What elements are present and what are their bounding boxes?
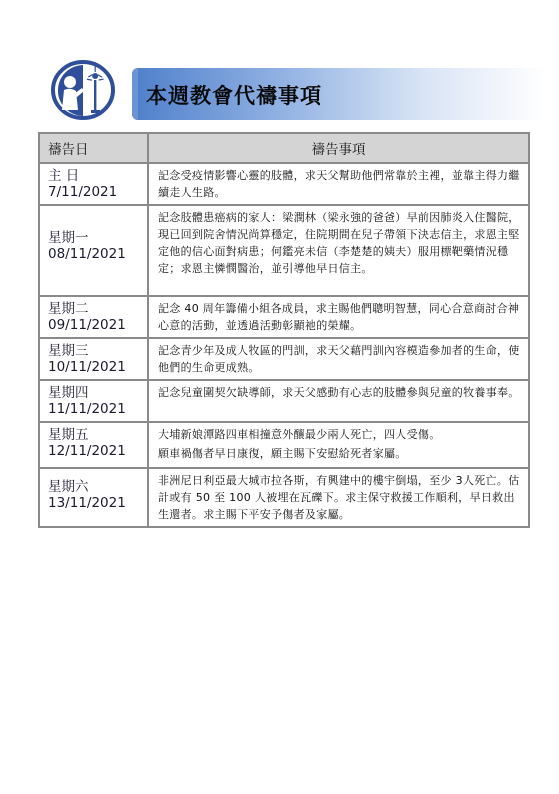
table-row xyxy=(39,468,529,527)
date-cell xyxy=(39,338,148,380)
day-label: 星期四 xyxy=(48,385,89,401)
prayer-cell xyxy=(148,163,529,205)
day-label: 主 日 xyxy=(48,168,80,184)
date-cell xyxy=(39,205,148,296)
date-label: 08/11/2021 xyxy=(48,246,126,262)
day-label: 星期三 xyxy=(48,343,89,359)
day-label: 星期二 xyxy=(48,301,89,317)
prayer-cell xyxy=(148,205,529,296)
prayer-text: 記念受疫情影響心靈的肢體，求天父幫助他們常靠於主裡，並靠主得力繼續走人生路。 xyxy=(158,169,520,199)
title-banner-edge xyxy=(132,68,138,120)
prayer-cell xyxy=(148,468,529,527)
day-label: 星期六 xyxy=(48,479,89,495)
prayer-text: 記念肢體患癌病的家人：梁潤林（梁永強的爸爸）早前因肺炎入住醫院，現已回到院舍情況尚算穩定，住院期間在兒子帶領下決志信主，求恩主堅定他的信心面對病患；何鑑亮未信（李楚楚的姨夫）服用標靶藥情況穩定；求恩主憐憫醫治，並引導他早日信主。 xyxy=(158,211,520,275)
prayer-text: 大埔新娘潭路四車相撞意外釀最少兩人死亡，四人受傷。 xyxy=(158,428,441,441)
prayer-cell xyxy=(148,380,529,422)
prayer-text: 記念青少年及成人牧區的門訓，求天父藉門訓內容模造參加者的生命，使他們的生命更成熟。 xyxy=(158,344,520,374)
prayer-cell xyxy=(148,296,529,338)
date-cell xyxy=(39,163,148,205)
date-label: 7/11/2021 xyxy=(48,184,118,200)
church-praying-figure-logo-icon xyxy=(50,60,120,120)
table-row xyxy=(39,163,529,205)
date-label: 10/11/2021 xyxy=(48,359,126,375)
day-label: 星期一 xyxy=(48,230,89,246)
page-title: 本週教會代禱事項 xyxy=(146,84,322,108)
prayer-text: 願車禍傷者早日康復，願主賜下安慰給死者家屬。 xyxy=(158,447,407,460)
table-row xyxy=(39,338,529,380)
date-cell xyxy=(39,468,148,527)
date-label: 12/11/2021 xyxy=(48,443,126,459)
prayer-text: 非洲尼日利亞最大城市拉各斯，有興建中的樓宇倒塌，至少 3人死亡。估計或有 50 至 100 人被埋在瓦礫下。求主保守救援工作順利，早日救出生還者。求主賜下平安予傷者及家屬。 xyxy=(158,474,520,521)
table-header-row xyxy=(39,133,529,163)
date-cell xyxy=(39,296,148,338)
date-cell xyxy=(39,380,148,422)
table-row xyxy=(39,380,529,422)
header xyxy=(46,58,546,124)
prayer-table xyxy=(38,132,530,528)
prayer-text: 記念 40 周年籌備小組各成員，求主賜他們聰明智慧，同心合意商討合神心意的活動，並透過活動彰顯祂的榮耀。 xyxy=(158,302,520,332)
date-cell xyxy=(39,422,148,468)
date-label: 09/11/2021 xyxy=(48,317,126,333)
table-row xyxy=(39,205,529,296)
column-header-day: 禱告日 xyxy=(39,133,148,163)
table-row xyxy=(39,296,529,338)
prayer-cell xyxy=(148,338,529,380)
column-header-items: 禱告事項 xyxy=(148,133,529,163)
date-label: 13/11/2021 xyxy=(48,495,126,511)
day-label: 星期五 xyxy=(48,427,89,443)
prayer-text: 記念兒童圍契欠缺導師，求天父感動有心志的肢體參與兒童的牧養事奉。 xyxy=(158,386,520,399)
table-row xyxy=(39,422,529,468)
prayer-cell xyxy=(148,422,529,468)
date-label: 11/11/2021 xyxy=(48,401,126,417)
